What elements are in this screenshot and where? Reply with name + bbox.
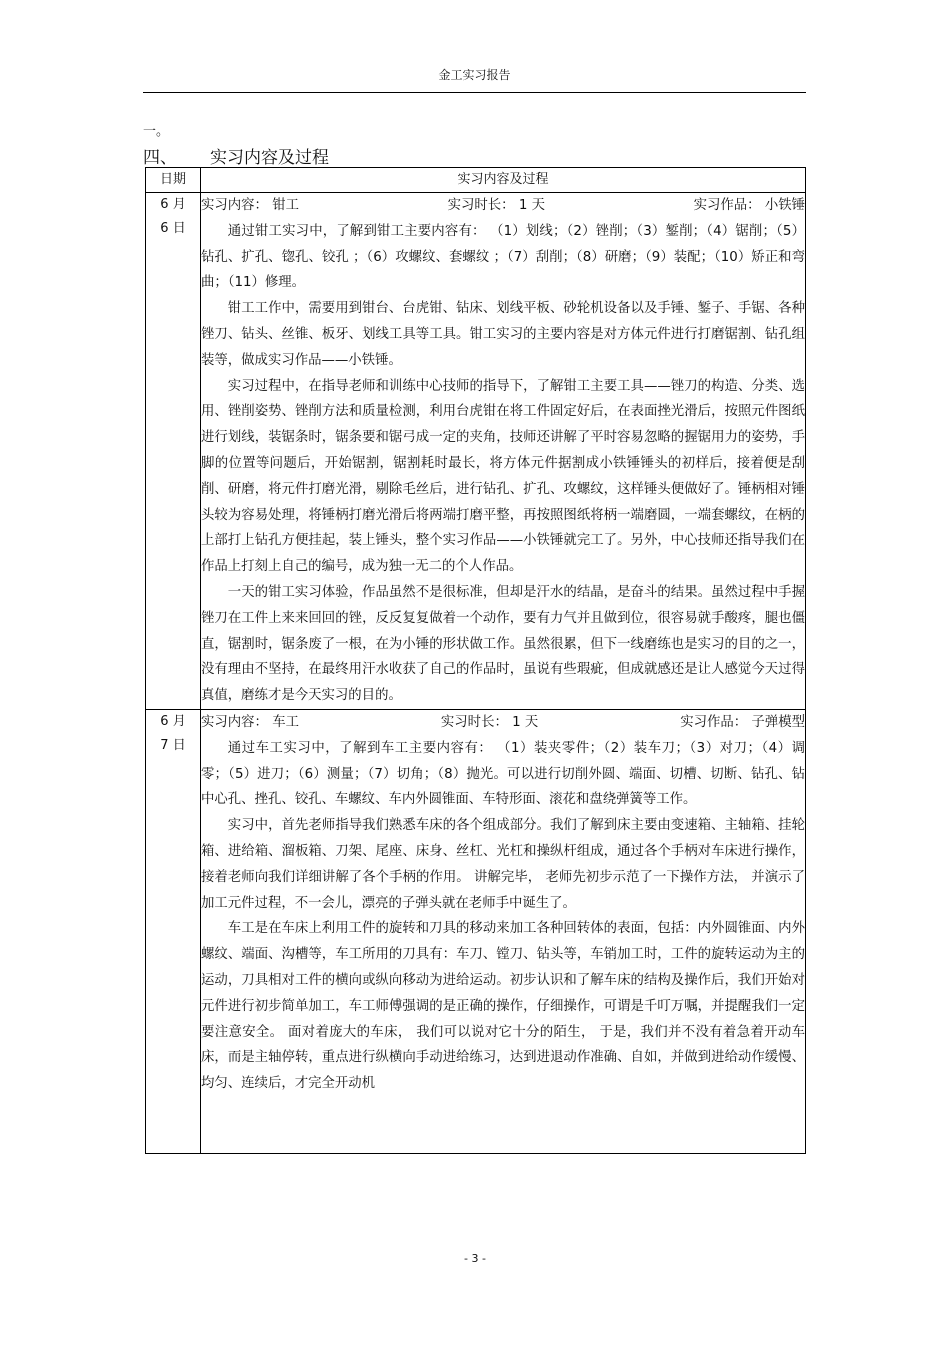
practice-duration-label: 实习时长： 1 天 <box>447 198 545 213</box>
practice-meta <box>201 710 805 736</box>
table-row <box>146 709 806 1153</box>
header-content: 实习内容及过程 <box>201 168 806 193</box>
content-cell <box>201 193 806 710</box>
paragraph: 实习过程中，在指导老师和训练中心技师的指导下，了解钳工主要工具——锉刀的构造、分类、选用、锉削姿势、锉削方法和质量检测，利用台虎钳在将工件固定好后，在表面挫光滑后，按照元件图纸进行划线，装锯条时，锯条要和锯弓成一定的夹角，技师还讲解了平时容易忽略的握锯用力的姿势，手脚的位置等问题后，开始锯割，锯割耗时最长，将方体元件据割成小铁锤锤头的初样后，接着便是刮削、研磨，将元件打磨光滑，剔除毛丝后，进行钻孔、扩孔、攻螺纹，这样锤头便做好了。锤柄相对锤头较为容易处理，将锤柄打磨光滑后将两端打磨平整，再按照图纸将柄一端磨圆，一端套螺纹，在柄的上部打上钻孔方便挂起，装上锤头，整个实习作品——小铁锤就完工了。另外，中心技师还指导我们在作品上打刻上自己的编号，成为独一无二的个人作品。 <box>201 378 805 575</box>
practice-work-label: 实习作品： 子弹模型 <box>680 714 805 730</box>
date-day: 7 日 <box>160 737 186 753</box>
practice-work-label: 实习作品： 小铁锤 <box>693 198 805 213</box>
paragraph: 车工是在车床上利用工件的旋转和刀具的移动来加工各种回转体的表面，包括：内外圆锥面、内外螺纹、端面、沟槽等，车工所用的刀具有：车刀、镗刀、钻头等，车销加工时，工件的旋转运动为主的运动，刀具相对工件的横向或纵向移动为进给运动。初步认识和了解车床的结构及操作后，我们开始对元件进行初步简单加工，车工师傅强调的是正确的操作，仔细操作，可谓是千叮万嘱，并提醒我们一定要注意安全。 面对着庞大的车床， 我们可以说对它十分的陌生， 于是，我们并不没有着急着开动车床，而是主轴停转，重点进行纵横向手动进给练习，达到进退动作准确、自如，并做到进给动作缓慢、均匀、连续后，才完全开动机 <box>201 921 805 1092</box>
section-title: 实习内容及过程 <box>210 148 329 168</box>
paragraph: 钳工工作中，需要用到钳台、台虎钳、钻床、划线平板、砂轮机设备以及手锤、錾子、手锯、各种锉刀、钻头、丝锥、板牙、划线工具等工具。钳工实习的主要内容是对方体元件进行打磨锯割、钻孔组装等，做成实习作品——小铁锤。 <box>201 301 805 368</box>
table-header-row <box>146 168 806 193</box>
practice-content-label: 实习内容： 钳工 <box>201 198 299 213</box>
previous-text-fragment: 一。 <box>143 124 170 139</box>
page-header <box>143 66 806 93</box>
date-day: 6 日 <box>160 221 186 236</box>
page-number: - 3 - <box>464 1252 486 1265</box>
practice-meta <box>201 193 805 219</box>
date-month: 6 月 <box>160 713 186 729</box>
date-cell <box>146 193 201 710</box>
practice-content-label: 实习内容： 车工 <box>201 714 299 730</box>
date-cell <box>146 709 201 1153</box>
paragraph: 实习中，首先老师指导我们熟悉车床的各个组成部分。我们了解到床主要由变速箱、主轴箱、挂轮箱、进给箱、溜板箱、刀架、尾座、床身、丝杠、光杠和操纵杆组成，通过各个手柄对车床进行操作，接着老师向我们详细讲解了各个手柄的作用。 讲解完毕， 老师先初步示范了一下操作方法， 并演示了加工元件过程，不一会儿，漂亮的子弹头就在老师手中诞生了。 <box>201 818 805 911</box>
section-heading <box>143 143 329 168</box>
table-row <box>146 193 806 710</box>
practice-table <box>145 167 806 1154</box>
section-number: 四、 <box>143 148 177 168</box>
paragraph: 一天的钳工实习体验，作品虽然不是很标准，但却是汗水的结晶，是奋斗的结果。虽然过程中手握锉刀在工件上来来回回的锉，反反复复做着一个动作，要有力气并且做到位，很容易就手酸疼，腿也僵直，锯割时，锯条废了一根，在为小锤的形状做工作。虽然很累，但下一线磨练也是实习的目的之一，没有理由不坚持，在最终用汗水收获了自己的作品时，虽说有些瑕疵，但成就感还是让人感觉今天过得真值，磨练才是今天实习的目的。 <box>201 584 805 704</box>
content-clip <box>201 710 805 1153</box>
header-title: 金工实习报告 <box>438 68 511 82</box>
header-date: 日期 <box>146 168 201 193</box>
date-month: 6 月 <box>160 197 186 212</box>
content-cell <box>201 709 806 1153</box>
practice-duration-label: 实习时长： 1 天 <box>440 714 539 730</box>
paragraph: 通过车工实习中，了解到车工主要内容有： （1）装夹零件；（2）装车刀；（3）对刀；（4）调零；（5）进刀；（6）测量；（7）切角；（8）抛光。可以进行切削外圆、端面、切槽、切断、钻孔、钻中心孔、挫孔、铰孔、车螺纹、车内外圆锥面、车特形面、滚花和盘绕弹簧等工作。 <box>201 740 805 808</box>
paragraph: 通过钳工实习中，了解到钳工主要内容有： （1）划线；（2）锉削；（3）錾削；（4）锯削；（5）钻孔、扩孔、锪孔、铰孔 ；（6）攻螺纹、套螺纹 ；（7）刮削；（8）研磨；（9）装配；（10）矫正和弯曲；（11）修理。 <box>201 223 805 291</box>
